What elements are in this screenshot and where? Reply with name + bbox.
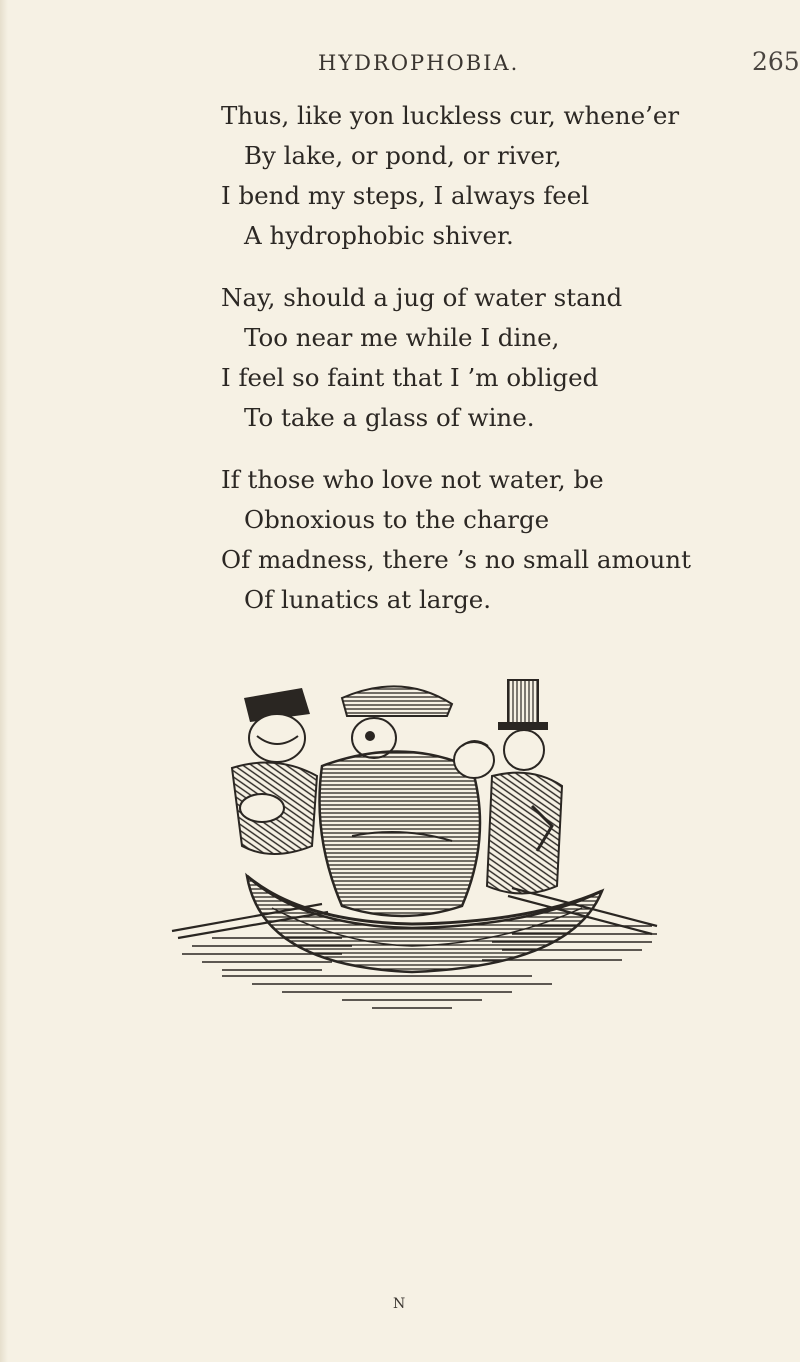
- page-number: 265: [752, 47, 800, 76]
- poem-line: A hydrophobic shiver.: [244, 221, 514, 250]
- center-rower: [320, 686, 481, 916]
- poem-line: If those who love not water, be: [221, 465, 604, 494]
- poem-line: Too near me while I dine,: [244, 323, 560, 352]
- poem-line: To take a glass of wine.: [244, 403, 535, 432]
- poem-line: Of madness, there ’s no small amount: [221, 545, 691, 574]
- poem-line: Of lunatics at large.: [244, 585, 492, 614]
- poem-line: I bend my steps, I always feel: [221, 181, 590, 210]
- page-edge: [0, 0, 8, 1362]
- poem-line: I feel so faint that I ’m obliged: [221, 363, 599, 392]
- left-rower: [232, 688, 317, 854]
- woodcut-illustration: [152, 676, 672, 1016]
- poem-line: Obnoxious to the charge: [244, 505, 550, 534]
- poem-line: By lake, or pond, or river,: [244, 141, 562, 170]
- poem-line: Nay, should a jug of water stand: [221, 283, 623, 312]
- signature-mark: N: [393, 1296, 406, 1312]
- running-head: HYDROPHOBIA.: [318, 51, 520, 75]
- poem-line: Thus, like yon luckless cur, whene’er: [221, 101, 680, 130]
